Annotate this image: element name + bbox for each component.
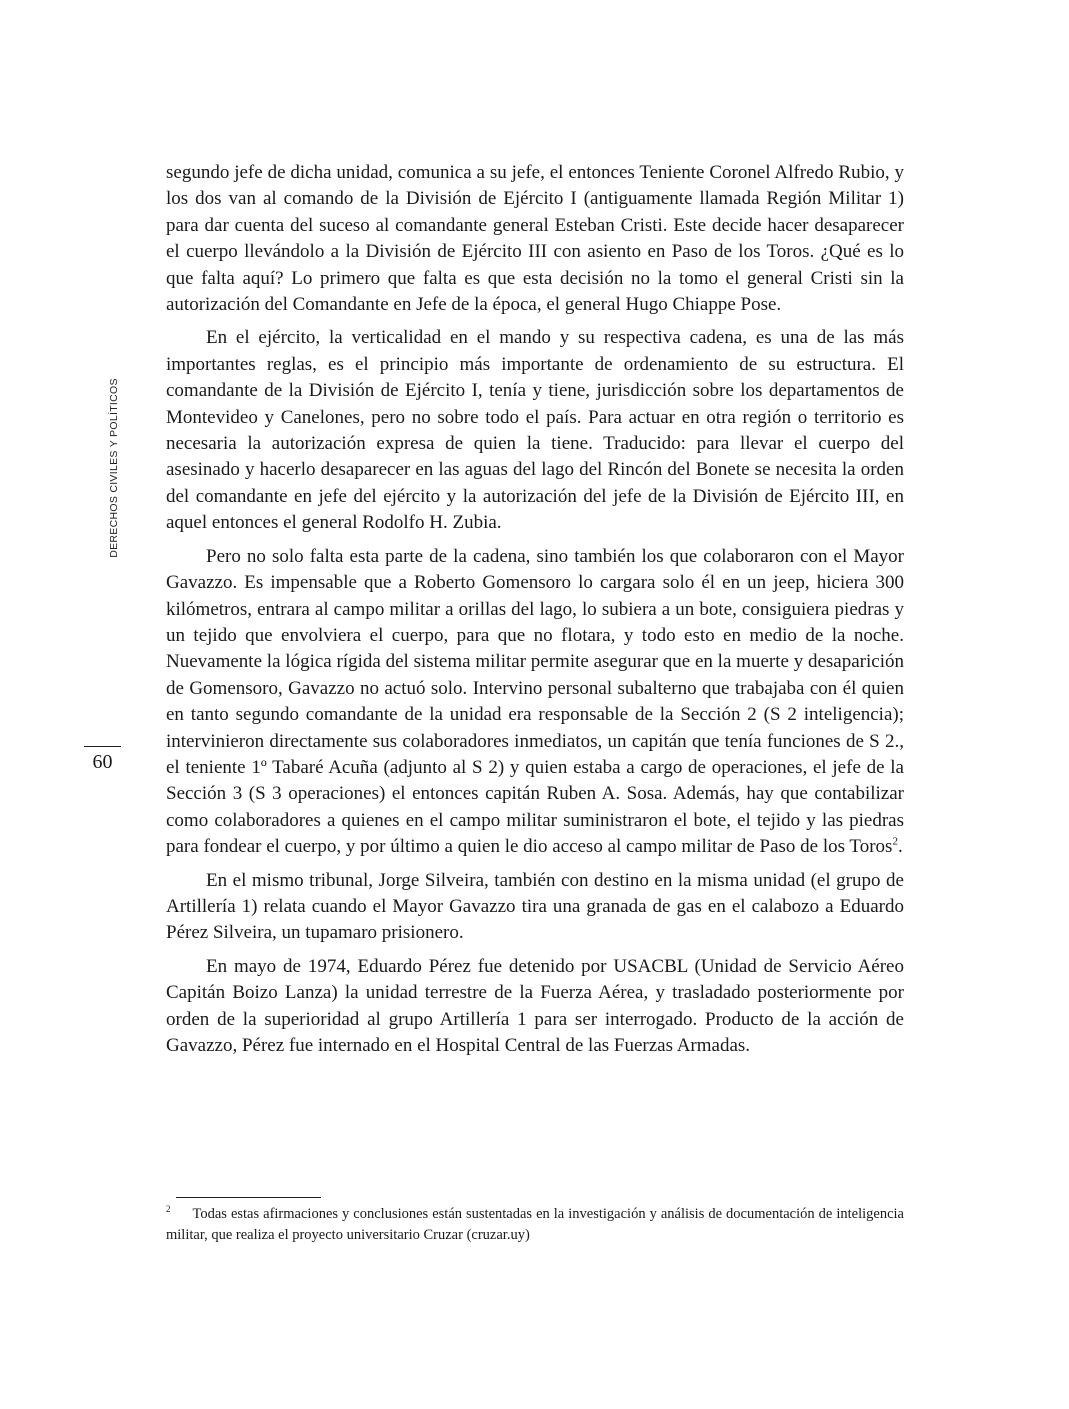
body-text [166,160,904,1066]
footnote [166,1204,904,1246]
paragraph-4: En el mismo tribunal, Jorge Silveira, también con destino en la misma unidad (el grupo de Artillería 1) relata cuando el Mayor Gavazzo tira una granada de gas en el calabozo a Eduardo Pérez Silveira, un tupamaro prisionero. [166,869,904,944]
footnote-reference: 2 [892,835,898,848]
running-header: DERECHOS CIVILES Y POLÍTICOS [108,378,120,558]
footnote-separator [176,1197,321,1198]
paragraph-3-text: Pero no solo falta esta parte de la cadena, sino también los que colaboraron con el Mayor Gavazzo. Es impensable que a Roberto Gomensoro lo cargara solo él en un jeep, hiciera 300 kilómetros, entrara al campo militar a orillas del lago, lo subiera a un bote, consiguiera piedras y un tejido que envolviera el cuerpo, para que no flotara, y todo esto en medio de la noche. Nuevamente la lógica rígida del sistema militar permite asegurar que en la muerte y desaparición de Gomensoro, Gavazzo no actuó solo. Intervino personal subalterno que trabajaba con él quien en tanto segundo comandante de la unidad era responsable de la Sección 2 (S 2 inteligencia); intervinieron directamente sus colaboradores inmediatos, un capitán que tenía funciones de S 2., el teniente 1º Tabaré Acuña (adjunto al S 2) y quien estaba a cargo de operaciones, el jefe de la Sección 3 (S 3 operaciones) el entonces capitán Ruben A. Sosa. Además, hay que contabilizar como colaboradores a quienes en el campo militar suministraron el bote, el tejido y las piedras para fondear el cuerpo, y por último a quien le dio acceso al campo militar de Paso de los Toros [166,545,904,858]
paragraph-2: En el ejército, la verticalidad en el mando y su respectiva cadena, es una de las más importantes reglas, es el principio más importante de ordenamiento de su estructura. El comandante de la División de Ejército I, tenía y tiene, jurisdicción sobre los departamentos de Montevideo y Canelones, pero no sobre todo el país. Para actuar en otra región o territorio es necesaria la autorización expresa de quien la tiene. Traducido: para llevar el cuerpo del asesinado y hacerlo desaparecer en las aguas del lago del Rincón del Bonete se necesita la orden del comandante en jefe del ejército y la autorización del jefe de la División de Ejército III, en aquel entonces el general Rodolfo H. Zubia. [166,327,904,534]
paragraph-3-tail: . [897,836,903,858]
footnote-number: 2 [166,1204,171,1215]
page-number-rule [84,746,121,747]
paragraph-3 [166,544,904,861]
footnote-text: Todas estas afirmaciones y conclusiones están sustentadas en la investigación y análisis de documentación de inteligencia militar, que realiza el proyecto universitario Cruzar (cruzar.uy) [166,1206,904,1243]
paragraph-1: segundo jefe de dicha unidad, comunica a su jefe, el entonces Teniente Coronel Alfredo Rubio, y los dos van al comando de la División de Ejército I (antiguamente llamada Región Militar 1) para dar cuenta del suceso al comandante general Esteban Cristi. Este decide hacer desaparecer el cuerpo llevándolo a la División de Ejército III con asiento en Paso de los Toros. ¿Qué es lo que falta aquí? Lo primero que falta es que esta decisión no la tomo el general Cristi sin la autorización del Comandante en Jefe de la época, el general Hugo Chiappe Pose. [166,162,904,316]
page-number: 60 [92,751,113,773]
paragraph-5: En mayo de 1974, Eduardo Pérez fue detenido por USACBL (Unidad de Servicio Aéreo Capitán Boizo Lanza) la unidad terrestre de la Fuerza Aérea, y trasladado posteriormente por orden de la superioridad al grupo Artillería 1 para ser interrogado. Producto de la acción de Gavazzo, Pérez fue internado en el Hospital Central de las Fuerzas Armadas. [166,955,904,1056]
